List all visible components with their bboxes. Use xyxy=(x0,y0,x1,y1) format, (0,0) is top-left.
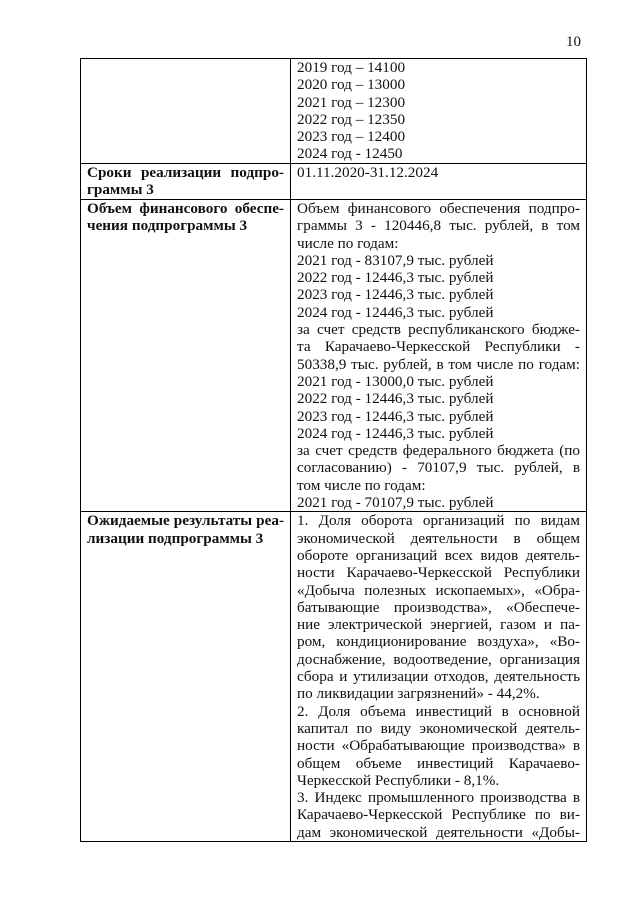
value-line: 50338,9 тыс. рублей, в том числе по годам: xyxy=(297,355,580,373)
value-line: сбора и утилизации отходов, деятельность xyxy=(297,668,580,686)
row-value-cell xyxy=(291,59,587,164)
value-line: 2023 год - 12446,3 тыс. рублей xyxy=(297,286,494,304)
row-value-cell xyxy=(291,200,587,512)
value-line: та Карачаево-Черкесской Республики - xyxy=(297,338,580,356)
table-row-financing xyxy=(81,200,587,512)
value-line: Черкесской Республики - 8,1%. xyxy=(297,771,500,789)
label-line: Ожидаемые результаты реа- xyxy=(87,512,284,530)
value-line: 2023 год – 12400 xyxy=(297,128,406,146)
page-number: 10 xyxy=(566,34,581,50)
value-line: 2024 год - 12450 xyxy=(297,145,403,163)
subprogram-passport-table xyxy=(80,58,587,842)
value-line: 2021 год - 70107,9 тыс. рублей xyxy=(297,494,494,512)
value-line: том числе по годам: xyxy=(297,476,426,494)
value-line: 2023 год - 12446,3 тыс. рублей xyxy=(297,407,494,425)
value-line: числе по годам: xyxy=(297,234,399,252)
table-row-expected-results xyxy=(81,512,587,842)
table-row-targets xyxy=(81,59,587,164)
value-line: ние электрической энергией, газом и па- xyxy=(297,616,580,634)
label-line: чения подпрограммы 3 xyxy=(87,217,248,235)
value-line: батывающие производства», «Обеспече- xyxy=(297,598,580,616)
table-row-deadlines xyxy=(81,164,587,200)
value-line: ности «Обрабатывающие производства» в xyxy=(297,737,580,755)
value-line: 2022 год – 12350 xyxy=(297,110,406,128)
value-line: по ликвидации загрязнений» - 44,2%. xyxy=(297,685,540,703)
value-line: общем объеме инвестиций Карачаево- xyxy=(297,754,580,772)
value-line: ности Карачаево-Черкесской Республики xyxy=(297,564,580,582)
label-line: граммы 3 xyxy=(87,181,154,199)
value-line: 01.11.2020-31.12.2024 xyxy=(297,164,439,181)
value-line: 1. Доля оборота организаций по видам xyxy=(297,512,580,530)
value-line: ром, кондиционирование воздуха», «Во- xyxy=(297,633,580,651)
value-line: 2020 год – 13000 xyxy=(297,76,406,94)
value-line: за счет средств республиканского бюдже- xyxy=(297,321,580,339)
value-line: обороте организаций всех видов деятель- xyxy=(297,546,580,564)
row-label-cell xyxy=(81,200,291,512)
value-line: 2024 год - 12446,3 тыс. рублей xyxy=(297,424,494,442)
value-line: 2019 год – 14100 xyxy=(297,59,406,76)
value-line: 2021 год - 13000,0 тыс. рублей xyxy=(297,372,494,390)
row-value-cell xyxy=(291,512,587,842)
label-line: лизации подпрограммы 3 xyxy=(87,529,264,547)
value-line: 3. Индекс промышленного производства в xyxy=(297,789,580,807)
value-line: 2022 год - 12446,3 тыс. рублей xyxy=(297,269,494,287)
row-label-cell xyxy=(81,512,291,842)
value-line: 2024 год - 12446,3 тыс. рублей xyxy=(297,303,494,321)
value-line: согласованию) - 70107,9 тыс. рублей, в xyxy=(297,459,580,477)
label-line: Объем финансового обеспе- xyxy=(87,200,284,217)
value-line: граммы 3 - 120446,8 тыс. рублей, в том xyxy=(297,217,580,235)
value-line: доснабжение, водоотведение, организация xyxy=(297,650,580,668)
value-line: 2022 год - 12446,3 тыс. рублей xyxy=(297,390,494,408)
value-line: капитал по виду экономической деятель- xyxy=(297,719,580,737)
row-label-cell xyxy=(81,164,291,200)
row-value-cell xyxy=(291,164,587,200)
value-line: дам экономической деятельности «Добы- xyxy=(297,823,580,841)
value-line: 2021 год - 83107,9 тыс. рублей xyxy=(297,251,494,269)
value-line: 2021 год – 12300 xyxy=(297,93,406,111)
row-label-cell xyxy=(81,59,291,164)
value-line: Карачаево-Черкесской Республике по ви- xyxy=(297,806,580,824)
value-line: за счет средств федерального бюджета (по xyxy=(297,442,580,460)
label-line: Сроки реализации подпро- xyxy=(87,164,284,181)
value-line: Объем финансового обеспечения подпро- xyxy=(297,200,580,217)
value-line: экономической деятельности в общем xyxy=(297,529,580,547)
value-line: «Добыча полезных ископаемых», «Обра- xyxy=(297,581,580,599)
value-line: 2. Доля объема инвестиций в основной xyxy=(297,702,580,720)
